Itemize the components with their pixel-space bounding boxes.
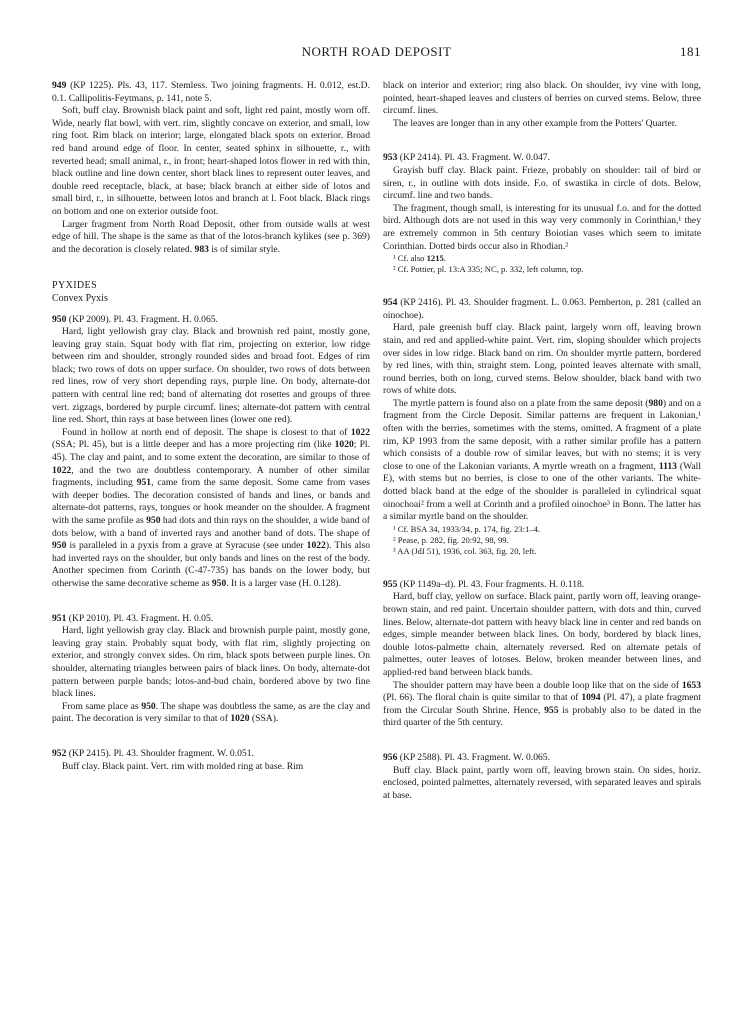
entry-description: Hard, light yellowish gray clay. Black and brownish red paint, mostly gone, leaving gray stain. Squat body with flat rim, projecting on exterior, low ridge between rim and shoulder, strongly rounded sides and broad foot. Edges of rim black; two rows of dots on upper surface. On shoulder, two rows of dots between red lines, row of very short depending rays, purple line. On body, alternate-dot pattern with central line red; band of alternating dot rosettes and groups of three vert. zigzags, bordered by purple circumf. lines; alternate-dot pattern with central line red. Short, thin rays at base between lines (lower one red). [52,326,370,426]
running-title: NORTH ROAD DEPOSIT [301,44,452,59]
entry-heading: 955 (KP 1149a–d). Pl. 43. Four fragments. H. 0.118. [383,578,585,590]
catalog-entry-949 [52,80,370,256]
catalog-entry-954 [383,297,701,557]
entry-commentary: The fragment, though small, is interesting for its unusual f.o. and for the dotted bird. Although dots are not used in this way very commonly in Corinthian,¹ they are extremely common in 5th century Boiotian vases which seem to imitate Corinthian. Dotted birds occur also in Rhodian.² [383,202,701,252]
entry-number: 956 [383,751,398,763]
footnote: ² Cf. Pottier, pl. 13:A 335; NC, p. 332, left column, top. [393,264,584,275]
entry-heading: 956 (KP 2588). Pl. 43. Fragment. W. 0.065. [383,751,551,763]
entry-commentary: The myrtle pattern is found also on a plate from the same deposit (980) and on a fragment from the Circle Deposit. Similar patterns are frequent in Lakonian,¹ often with the berries, sometimes with the stems, omitted. A fragment of a plate rim, KP 1993 from the same deposit, with a rather similar profile has a pattern which consists of a double row of similar leaves, but with no stems; it is very close to one of the Lakonian variants. A myrtle wreath on a fragment, 1113 (Wall E), with stems but no berries, is close to one of the other variants. The white-dotted black band at the edge of the shoulder is paralleled in cylindrical squat oinochoai² from a well at Corinth and a profiled oinochoe³ in Bonn. The latter has a similar myrtle band on the shoulder. [383,397,701,523]
subsection-title: Convex Pyxis [52,292,108,304]
entry-description: Hard, buff clay, yellow on surface. Black paint, partly worn off, leaving orange-brown stain, and red paint. Uncertain shoulder pattern, with dots and thin, curved lines. Below, alternate-dot pattern with heavy black line in center and red bands on edges, simple meander between black lines. On body, bordered by black lines, double lotos-palmette chain, alternately reversed. Red on alternate petals of palmettes, outer leaves of lotoses. Below, broken meander between lines, and applied-red band between black bands. [383,591,701,678]
section-title: PYXIDES [52,280,98,292]
left-column [52,80,370,773]
entry-number: 949 [52,80,67,91]
entry-heading: 949 (KP 1225). Pls. 43, 117. Stemless. Two joining fragments. H. 0.012, est.D. 0.1. Callipolitis-Feytmans, p. 141, note 5. [52,80,370,104]
catalog-entry-955 [383,579,701,730]
footnote: ¹ Cf. BSA 34, 1933/34, p. 174, fig. 23:1–4. [393,523,541,534]
right-column [383,80,701,802]
catalog-entry-952-continued [383,80,701,130]
entry-commentary: Found in hollow at north end of deposit. The shape is closest to that of 1022 (SSA; Pl. 45), but is a little deeper and has a more projecting rim (like 1020; Pl. 45). The clay and paint, and to some extent the decoration, are similar to those of 1022, and the two are doubtless contemporary. A number of other similar fragments, including 951, came from the same deposit. Some came from vases with deeper bodies. The decoration consisted of bands and lines, or bands and alternate-dot patterns, rays, tongues or hook meander on the shoulder. A fragment with the same profile as 950 had dots and thin rays on the shoulder, a wide band of dots below, with a band of inverted rays and another band of dots. The shape of 950 is paralleled in a pyxis from a grave at Syracuse (see under 1022). This also had inverted rays on the shoulder, but only bands and lines on the rest of the body. Another specimen from Corinth (C-47-735) has bands on the lower body, but otherwise the same decorative scheme as 950. It is a larger vase (H. 0.128). [52,426,371,589]
entry-description: Buff clay. Black paint. Vert. rim with molded ring at base. Rim [62,760,304,772]
entry-description: Hard, pale greenish buff clay. Black paint, largely worn off, leaving brown stain, and red and applied-white paint. Vert. rim, sloping shoulder which projects over sides in low ridge. Black band on rim. On shoulder myrtle pattern, bordered by red lines, with thin, straight stem. Long, pointed leaves alternate with small, round berries, both on long, curved stems. Below shoulder, black band with two rows of white dots. [383,322,701,397]
entry-description: Hard, light yellowish gray clay. Black and brownish purple paint, mostly gone, leaving gray stain. Probably squat body, with flat rim, slightly projecting on exterior, and strongly convex sides. On rim, black spots between purple lines. On shoulder, alternating triangles between pairs of black lines. On body, alternate-dot pattern between purple bands; lotos-and-bud chain, bordered above by two fine black lines. [52,625,370,700]
catalog-entry-952 [52,748,370,773]
entry-commentary: From same place as 950. The shape was doubtless the same, as are the clay and paint. The decoration is very similar to that of 1020 (SSA). [52,700,370,725]
entry-commentary: The leaves are longer than in any other example from the Potters' Quarter. [393,117,677,129]
catalog-entry-950 [52,314,370,591]
entry-commentary: The shoulder pattern may have been a double loop like that on the side of 1653 (Pl. 66). The floral chain is quite similar to that of 1094 (Pl. 47), a plate fragment from the Circular South Shrine. Hence, 955 is probably also to be dated in the third quarter of the 5th century. [383,679,701,729]
catalog-entry-956 [383,752,701,802]
entry-description: black on interior and exterior; ring also black. On shoulder, ivy vine with long, pointed, heart-shaped leaves and clusters of berries on curved stems. Below, three circumf. lines. [383,80,701,117]
entry-heading: 950 (KP 2009). Pl. 43. Fragment. H. 0.065. [52,313,218,325]
footnote: ³ AA (JdI 51), 1936, col. 363, fig. 20, left. [393,545,537,556]
catalog-entry-951 [52,613,370,726]
entry-heading: 951 (KP 2010). Pl. 43. Fragment. H. 0.05. [52,612,214,624]
entry-description: Buff clay. Black paint, partly worn off, leaving brown stain. On sides, horiz. enclosed, pointed palmettes, alternately reversed, with separated leaves and spirals at base. [383,764,701,801]
running-header [52,44,701,64]
entry-commentary: Larger fragment from North Road Deposit, other from outside walls at west edge of hill. The shape is the same as that of the lotos-branch kylikes (see p. 369) and the decoration is closely related. 983 is of similar style. [52,218,370,255]
entry-description: Soft, buff clay. Brownish black paint and soft, light red paint, mostly worn off. Wide, nearly flat bowl, with vert. rim, slightly concave on exterior, and small, low ring foot. Rim black on interior; large, elongated black spots on exterior. Broad red band around edge of floor. In center, seated sphinx in silhouette, r., with reverted head; small animal, r., in front; heart-shaped lotos flower in red with thin, black outline and line down center, short black lines to represent outer leaves, and double reed receptacle, black, at base; black branch at either side of lotos and small bird, r., in silhouette, between lotos and branch at l. Foot black. Black rings on bottom and one on exterior outside foot. [52,105,370,217]
entry-number: 952 [52,747,67,759]
page-number: 181 [680,44,701,59]
entry-heading: 952 (KP 2415). Pl. 43. Shoulder fragment. W. 0.051. [52,747,254,759]
entry-number: 951 [52,612,67,624]
footnote: ¹ Cf. also 1215. [393,253,446,264]
entry-number: 955 [383,578,398,590]
entry-description: Grayish buff clay. Black paint. Frieze, probably on shoulder: tail of bird or siren, r., in outline with dots inside. F.o. of swastika in circle of dots. Below, circumf. line and two bands. [383,164,701,202]
entry-number: 950 [52,313,67,325]
entry-heading: 953 (KP 2414). Pl. 43. Fragment. W. 0.047. [383,152,551,164]
entry-number: 953 [383,152,398,164]
catalog-entry-953 [383,152,701,275]
entry-heading: 954 (KP 2416). Pl. 43. Shoulder fragment. L. 0.063. Pemberton, p. 281 (called an oinochoe). [383,297,701,321]
footnote: ² Pease, p. 282, fig. 20:92, 98, 99. [393,534,509,545]
entry-number: 954 [383,297,398,309]
